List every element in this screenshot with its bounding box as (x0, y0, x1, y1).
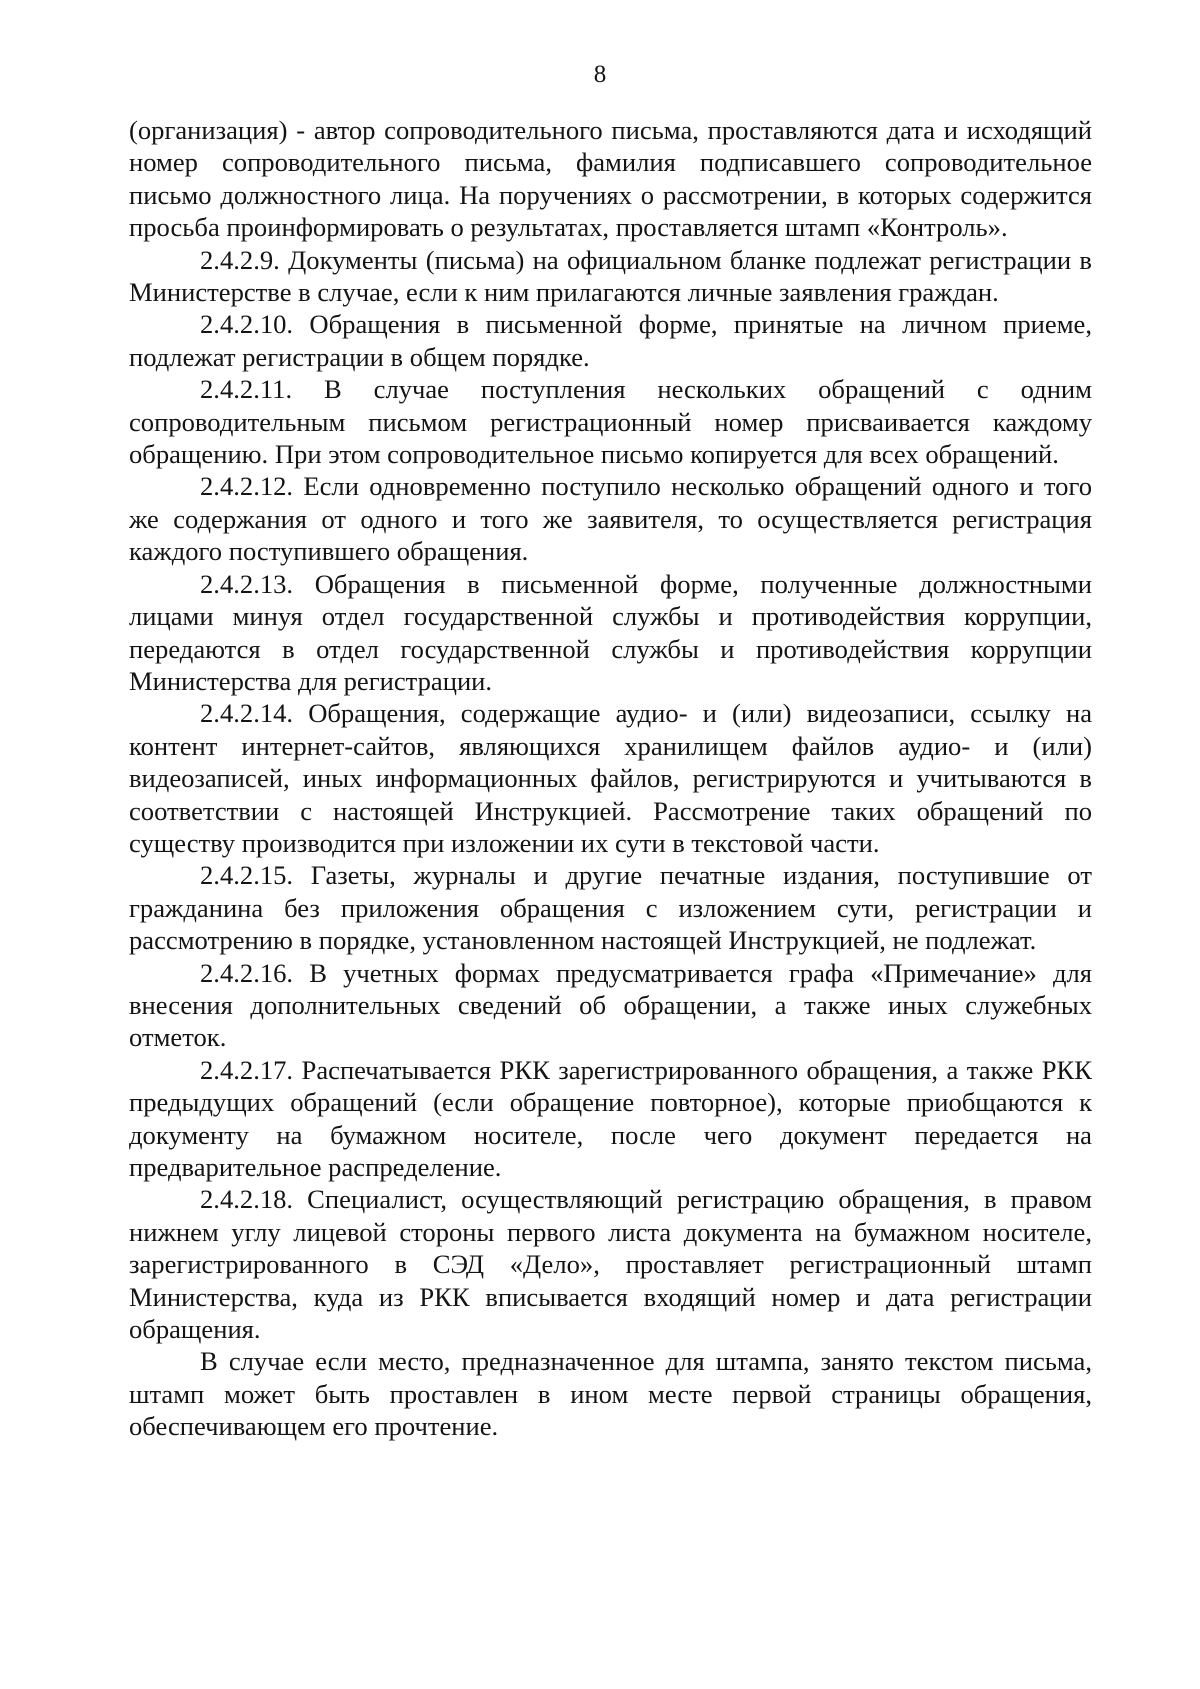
page-number: 8 (593, 61, 607, 88)
paragraph-2-4-2-13: 2.4.2.13. Обращения в письменной форме, полученные должностными лицами минуя отдел государственной службы и противодействия коррупции, передаются в отдел государственной службы и противодействия коррупции Министерства для регистрации. (129, 568, 1092, 696)
document-body (129, 114, 1092, 1443)
paragraph-2-4-2-12: 2.4.2.12. Если одновременно поступило несколько обращений одного и того же содержания от одного и того же заявителя, то осуществляется регистрация каждого поступившего обращения. (129, 471, 1092, 567)
paragraph-2-4-2-17: 2.4.2.17. Распечатывается РКК зарегистрированного обращения, а также РКК предыдущих обращений (если обращение повторное), которые приобщаются к документу на бумажном носителе, после чего документ передается на предварительное распределение. (129, 1054, 1092, 1182)
paragraph-2-4-2-11: 2.4.2.11. В случае поступления нескольких обращений с одним сопроводительным письмом регистрационный номер присваивается каждому обращению. При этом сопроводительное письмо копируется для всех обращений. (129, 374, 1092, 470)
paragraph-continuation: (организация) - автор сопроводительного письма, проставляются дата и исходящий номер сопроводительного письма, фамилия подписавшего сопроводительное письмо должностного лица. На поручениях о рассмотрении, в которых содержится просьба проинформировать о результатах, проставляется штамп «Контроль». (129, 115, 1092, 243)
paragraph-2-4-2-14: 2.4.2.14. Обращения, содержащие аудио- и (или) видеозаписи, ссылку на контент интернет-сайтов, являющихся хранилищем файлов аудио- и (или) видеозаписей, иных информационных файлов, регистрируются и учитываются в соответствии с настоящей Инструкцией. Рассмотрение таких обращений по существу производится при изложении их сути в текстовой части. (129, 698, 1092, 858)
paragraph-2-4-2-9: 2.4.2.9. Документы (письма) на официальном бланке подлежат регистрации в Министерстве в случае, если к ним прилагаются личные заявления граждан. (129, 244, 1092, 308)
paragraph-stamp-placement: В случае если место, предназначенное для штампа, занято текстом письма, штамп может быть проставлен в ином месте первой страницы обращения, обеспечивающем его прочтение. (129, 1346, 1092, 1442)
paragraph-2-4-2-16: 2.4.2.16. В учетных формах предусматривается графа «Примечание» для внесения дополнительных сведений об обращении, а также иных служебных отметок. (129, 957, 1092, 1053)
paragraph-2-4-2-10: 2.4.2.10. Обращения в письменной форме, принятые на личном приеме, подлежат регистрации в общем порядке. (129, 309, 1092, 372)
paragraph-2-4-2-18: 2.4.2.18. Специалист, осуществляющий регистрацию обращения, в правом нижнем углу лицевой стороны первого листа документа на бумажном носителе, зарегистрированного в СЭД «Дело», проставляет регистрационный штамп Министерства, куда из РКК вписывается входящий номер и дата регистрации обращения. (129, 1184, 1092, 1345)
paragraph-2-4-2-15: 2.4.2.15. Газеты, журналы и другие печатные издания, поступившие от гражданина без приложения обращения с изложением сути, регистрации и рассмотрению в порядке, установленном настоящей Инструкцией, не подлежат. (129, 860, 1092, 956)
